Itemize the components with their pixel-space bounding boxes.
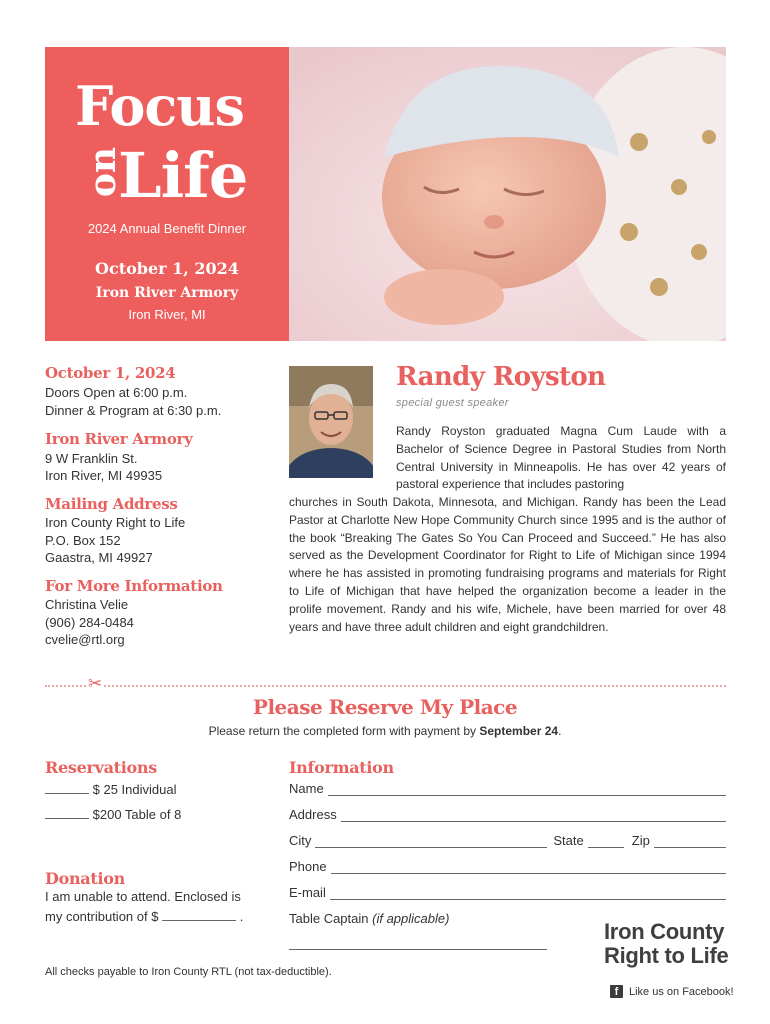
captain-note: (if applicable)	[372, 911, 450, 926]
name-label: Name	[289, 781, 324, 796]
table-captain-line[interactable]	[289, 949, 547, 950]
dinner-time: Dinner & Program at 6:30 p.m.	[45, 403, 222, 418]
instruction-date: September 24	[479, 724, 559, 738]
table-blank[interactable]	[45, 806, 89, 819]
speaker-name: Randy Royston	[396, 362, 606, 392]
date-heading: October 1, 2024	[45, 364, 176, 382]
donation-end: .	[239, 909, 244, 924]
information-heading: Information	[289, 758, 394, 777]
phone-label: Phone	[289, 859, 327, 874]
donation-amount-field[interactable]	[162, 908, 236, 921]
baby-photo	[289, 47, 726, 341]
option-table[interactable]	[45, 806, 181, 822]
checks-note: All checks payable to Iron County RTL (not tax-deductible).	[45, 966, 332, 978]
contact-name: Christina Velie	[45, 597, 129, 612]
logo-line2: Right to Life	[604, 943, 729, 968]
hero-subtitle: 2024 Annual Benefit Dinner	[87, 221, 247, 236]
mailing-heading: Mailing Address	[45, 495, 178, 513]
form-instructions	[0, 724, 770, 738]
option-table-label: $200 Table of 8	[92, 807, 182, 822]
speaker-role: special guest speaker	[396, 397, 509, 409]
option-individual[interactable]	[45, 781, 176, 797]
hero-banner	[45, 47, 289, 341]
name-line[interactable]	[328, 785, 726, 796]
mailing-box: P.O. Box 152	[45, 533, 121, 548]
hero-venue: Iron River Armory	[95, 285, 239, 301]
zip-line[interactable]	[654, 837, 726, 848]
mailing-city: Gaastra, MI 49927	[45, 550, 153, 565]
hero-title-life: Life	[118, 139, 248, 212]
name-field[interactable]	[289, 781, 726, 796]
info-heading: For More Information	[45, 577, 223, 595]
scissors-icon: ✂	[88, 674, 103, 693]
baby-illustration	[289, 47, 726, 341]
state-label: State	[553, 833, 584, 848]
city-label: City	[289, 833, 312, 848]
phone-line[interactable]	[331, 863, 726, 874]
state-line[interactable]	[588, 837, 624, 848]
city-state-zip-row[interactable]	[289, 833, 726, 848]
venue-city: Iron River, MI 49935	[45, 468, 163, 483]
donation-line2-label: my contribution of $	[45, 909, 159, 924]
speaker-bio-top: Randy Royston graduated Magna Cum Laude with a Bachelor of Science Degree in Pastoral Studies from North Central University in Minneapolis. He has over 42 years of pastoral experience that includes pastoring	[396, 424, 726, 492]
doors-time: Doors Open at 6:00 p.m.	[45, 385, 188, 400]
hero-title-on: on	[82, 146, 124, 198]
mailing-org: Iron County Right to Life	[45, 515, 186, 530]
instruction-suffix: .	[558, 724, 562, 738]
instruction-prefix: Please return the completed form with payment by	[208, 724, 477, 738]
venue-street: 9 W Franklin St.	[45, 451, 138, 466]
address-label: Address	[289, 807, 337, 822]
contact-email[interactable]: cvelie@rtl.org	[45, 632, 125, 647]
donation-line2	[45, 908, 243, 924]
individual-blank[interactable]	[45, 781, 89, 794]
donation-heading: Donation	[45, 869, 125, 888]
iron-county-logo	[604, 920, 728, 968]
city-line[interactable]	[315, 837, 547, 848]
option-individual-label: $ 25 Individual	[92, 782, 177, 797]
form-title: Please Reserve My Place	[252, 695, 518, 719]
address-line[interactable]	[341, 811, 726, 822]
hero-date: October 1, 2024	[95, 259, 239, 278]
zip-label: Zip	[631, 833, 650, 848]
hero-title-focus: Focus	[75, 74, 244, 138]
contact-phone: (906) 284-0484	[45, 615, 134, 630]
table-captain-label	[289, 911, 449, 926]
speaker-portrait	[289, 366, 373, 478]
address-field[interactable]	[289, 807, 726, 822]
facebook-label: Like us on Facebook!	[629, 985, 734, 998]
captain-label: Table Captain	[289, 911, 369, 926]
speaker-photo	[289, 366, 373, 478]
logo-line1: Iron County	[604, 919, 725, 944]
email-line[interactable]	[330, 889, 726, 900]
speaker-bio-bottom: churches in South Dakota, Minnesota, and Michigan. Randy has been the Lead Pastor at Charlotte New Hope Community Church since 1995 and is the author of the book “Breaking The Gates So You Can Proceed and Succeed.” He has also served as the Development Coordinator for Right to Life of Michigan since 1994 where he has assisted in promoting fundraising programs and materials for Right to Life of Michigan that have helped the organization become a leader in the prolife movement. Randy and his wife, Michele, have been married for over 48 years and have three adult children and eight grandchildren.	[289, 495, 726, 634]
cut-line	[45, 685, 726, 687]
email-field[interactable]	[289, 885, 726, 900]
donation-line1: I am unable to attend. Enclosed is	[45, 889, 241, 904]
hero-city: Iron River, MI	[128, 307, 206, 322]
phone-field[interactable]	[289, 859, 726, 874]
reservations-heading: Reservations	[45, 758, 157, 777]
facebook-link[interactable]	[610, 985, 734, 998]
venue-heading: Iron River Armory	[45, 430, 193, 448]
email-label: E-mail	[289, 885, 326, 900]
facebook-icon: f	[610, 985, 623, 998]
